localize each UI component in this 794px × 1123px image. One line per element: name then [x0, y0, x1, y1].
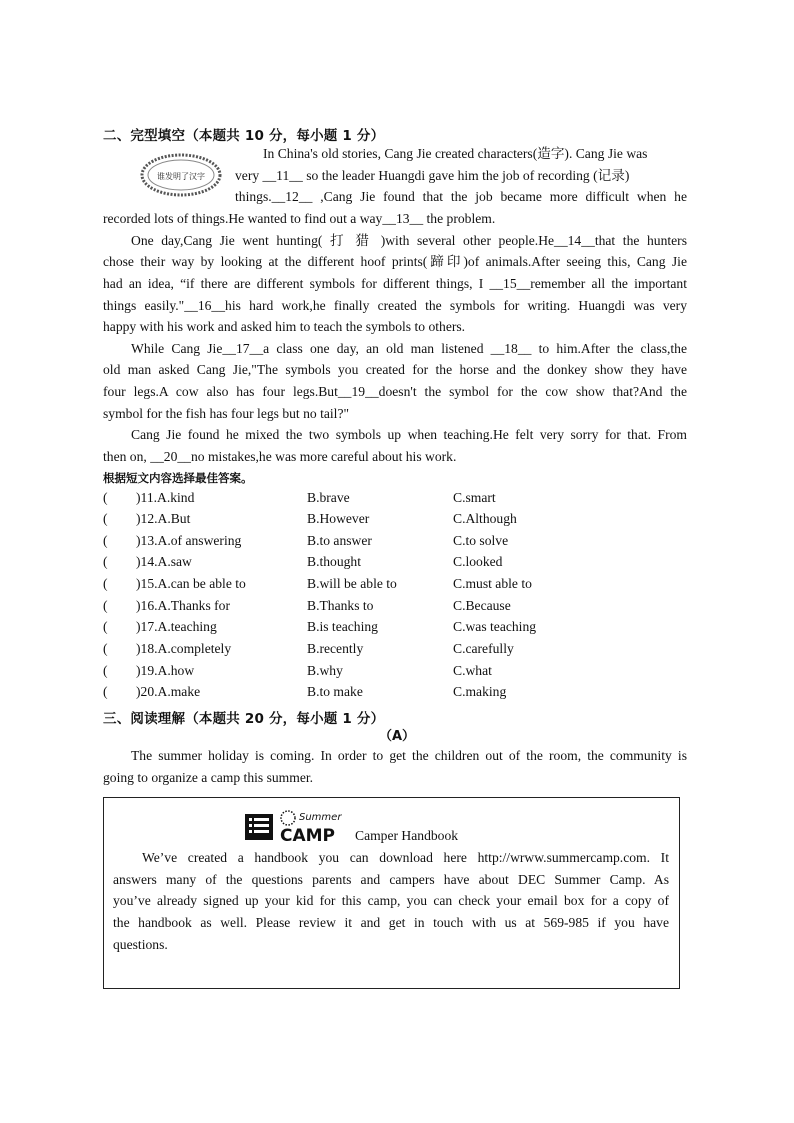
option-c: C.Because	[453, 598, 511, 613]
answer-paren[interactable]: (	[103, 511, 108, 526]
option-a: )14.A.saw	[136, 554, 192, 569]
option-c: C.what	[453, 663, 492, 678]
answer-paren[interactable]: (	[103, 490, 108, 505]
question-row	[103, 511, 703, 532]
handbook-line: questions.	[113, 937, 168, 952]
passage-line: One day,Cang Jie went hunting( 打 猎 )with several other people.He__14__that the hunters	[131, 233, 687, 248]
passage-line: Cang Jie found he mixed the two symbols up when teaching.He felt very sorry for that. From	[131, 427, 687, 442]
option-a: )19.A.how	[136, 663, 195, 678]
passage-line: recorded lots of things.He wanted to find out a way__13__ the problem.	[103, 211, 496, 226]
passage-line: happy with his work and asked him to teach the symbols to others.	[103, 319, 466, 334]
answer-paren[interactable]: (	[103, 554, 108, 569]
answer-paren[interactable]: (	[103, 684, 108, 699]
option-b: B.why	[307, 663, 343, 678]
option-c: C.looked	[453, 554, 503, 569]
option-c: C.to solve	[453, 533, 509, 548]
intro-line: The summer holiday is coming. In order to get the children out of the room, the community is	[131, 748, 687, 763]
option-a: )15.A.can be able to	[136, 576, 246, 591]
option-c: C.making	[453, 684, 507, 699]
option-b: B.Thanks to	[307, 598, 374, 613]
question-row	[103, 554, 703, 575]
section-2-title: 二、完型填空（本题共 10 分，每小题 1 分）	[103, 128, 385, 144]
answer-paren[interactable]: (	[103, 663, 108, 678]
question-row	[103, 684, 703, 705]
option-a: )20.A.make	[136, 684, 201, 699]
handbook-line: answers many of the questions parents and campers have about DEC Summer Camp. As	[113, 872, 669, 887]
section-3-title: 三、阅读理解（本题共 20 分，每小题 1 分）	[103, 711, 385, 727]
passage-line: In China's old stories, Cang Jie created characters(造字). Cang Jie was	[263, 146, 648, 161]
passage-line: old man asked Cang Jie,"The symbols you created for the horse and the donkey show they have	[103, 362, 687, 377]
question-row	[103, 490, 703, 511]
badge-text: 谁发明了汉字	[157, 172, 205, 181]
option-b: B.However	[307, 511, 370, 526]
option-c: C.must able to	[453, 576, 532, 591]
option-c: C.carefully	[453, 641, 514, 656]
intro-line: going to organize a camp this summer.	[103, 770, 314, 785]
passage-line: symbol for the fish has four legs but no tail?"	[103, 406, 350, 421]
option-a: )11.A.kind	[136, 490, 195, 505]
passage-line: things.__12__ ,Cang Jie found that the job became more difficult when he	[235, 189, 687, 204]
handbook-heading: Camper Handbook	[355, 828, 459, 843]
badge-image	[140, 152, 222, 198]
option-b: B.brave	[307, 490, 350, 505]
option-c: C.was teaching	[453, 619, 537, 634]
logo-camp: CAMP	[280, 826, 336, 844]
passage-line: then on, __20__no mistakes,he was more careful about his work.	[103, 449, 457, 464]
summer-camp-logo	[244, 808, 352, 844]
option-b: B.thought	[307, 554, 362, 569]
option-c: C.smart	[453, 490, 496, 505]
answer-paren[interactable]: (	[103, 598, 108, 613]
handbook-line: the handbook as well. Please review it and get in touch with us at 569-985 if you have	[113, 915, 669, 930]
answer-paren[interactable]: (	[103, 533, 108, 548]
answer-paren[interactable]: (	[103, 641, 108, 656]
passage-line: four legs.A cow also has four legs.But__19__doesn't the symbol for the cow show that?And the	[103, 384, 687, 399]
option-b: B.is teaching	[307, 619, 378, 634]
option-b: B.will be able to	[307, 576, 397, 591]
option-a: )12.A.But	[136, 511, 191, 526]
passage-line: things easily."__16__his hard work,he finally created the symbols for writing. Huangdi was very	[103, 298, 687, 313]
option-b: B.recently	[307, 641, 364, 656]
question-row	[103, 619, 703, 640]
option-b: B.to answer	[307, 533, 372, 548]
question-row	[103, 598, 703, 619]
passage-line: chose their way by looking at the different hoof prints(蹄印)of animals.After seeing this, Cang Jie	[103, 254, 687, 269]
passage-line: very __11__ so the leader Huangdi gave him the job of recording (记录)	[235, 168, 630, 183]
instruction: 根据短文内容选择最佳答案。	[103, 471, 253, 485]
passage-line: While Cang Jie__17__a class one day, an old man listened __18__ to him.After the class,the	[131, 341, 687, 356]
answer-paren[interactable]: (	[103, 619, 108, 634]
option-a: )18.A.completely	[136, 641, 232, 656]
answer-paren[interactable]: (	[103, 576, 108, 591]
option-a: )16.A.Thanks for	[136, 598, 231, 613]
part-label: （A）	[378, 729, 416, 744]
question-row	[103, 641, 703, 662]
question-row	[103, 576, 703, 597]
handbook-line: We’ve created a handbook you can download here http://wrww.summercamp.com. It	[142, 850, 669, 865]
question-row	[103, 663, 703, 684]
handbook-line: you’ve already signed up your kid for this camp, you can check your email box for a copy of	[113, 893, 669, 908]
logo-summer: Summer	[299, 812, 342, 823]
passage-line: had an idea, “if there are different symbols for different things, I __15__remember all the important	[103, 276, 687, 291]
question-row	[103, 533, 703, 554]
option-a: )17.A.teaching	[136, 619, 217, 634]
option-a: )13.A.of answering	[136, 533, 242, 548]
option-b: B.to make	[307, 684, 363, 699]
option-c: C.Although	[453, 511, 517, 526]
